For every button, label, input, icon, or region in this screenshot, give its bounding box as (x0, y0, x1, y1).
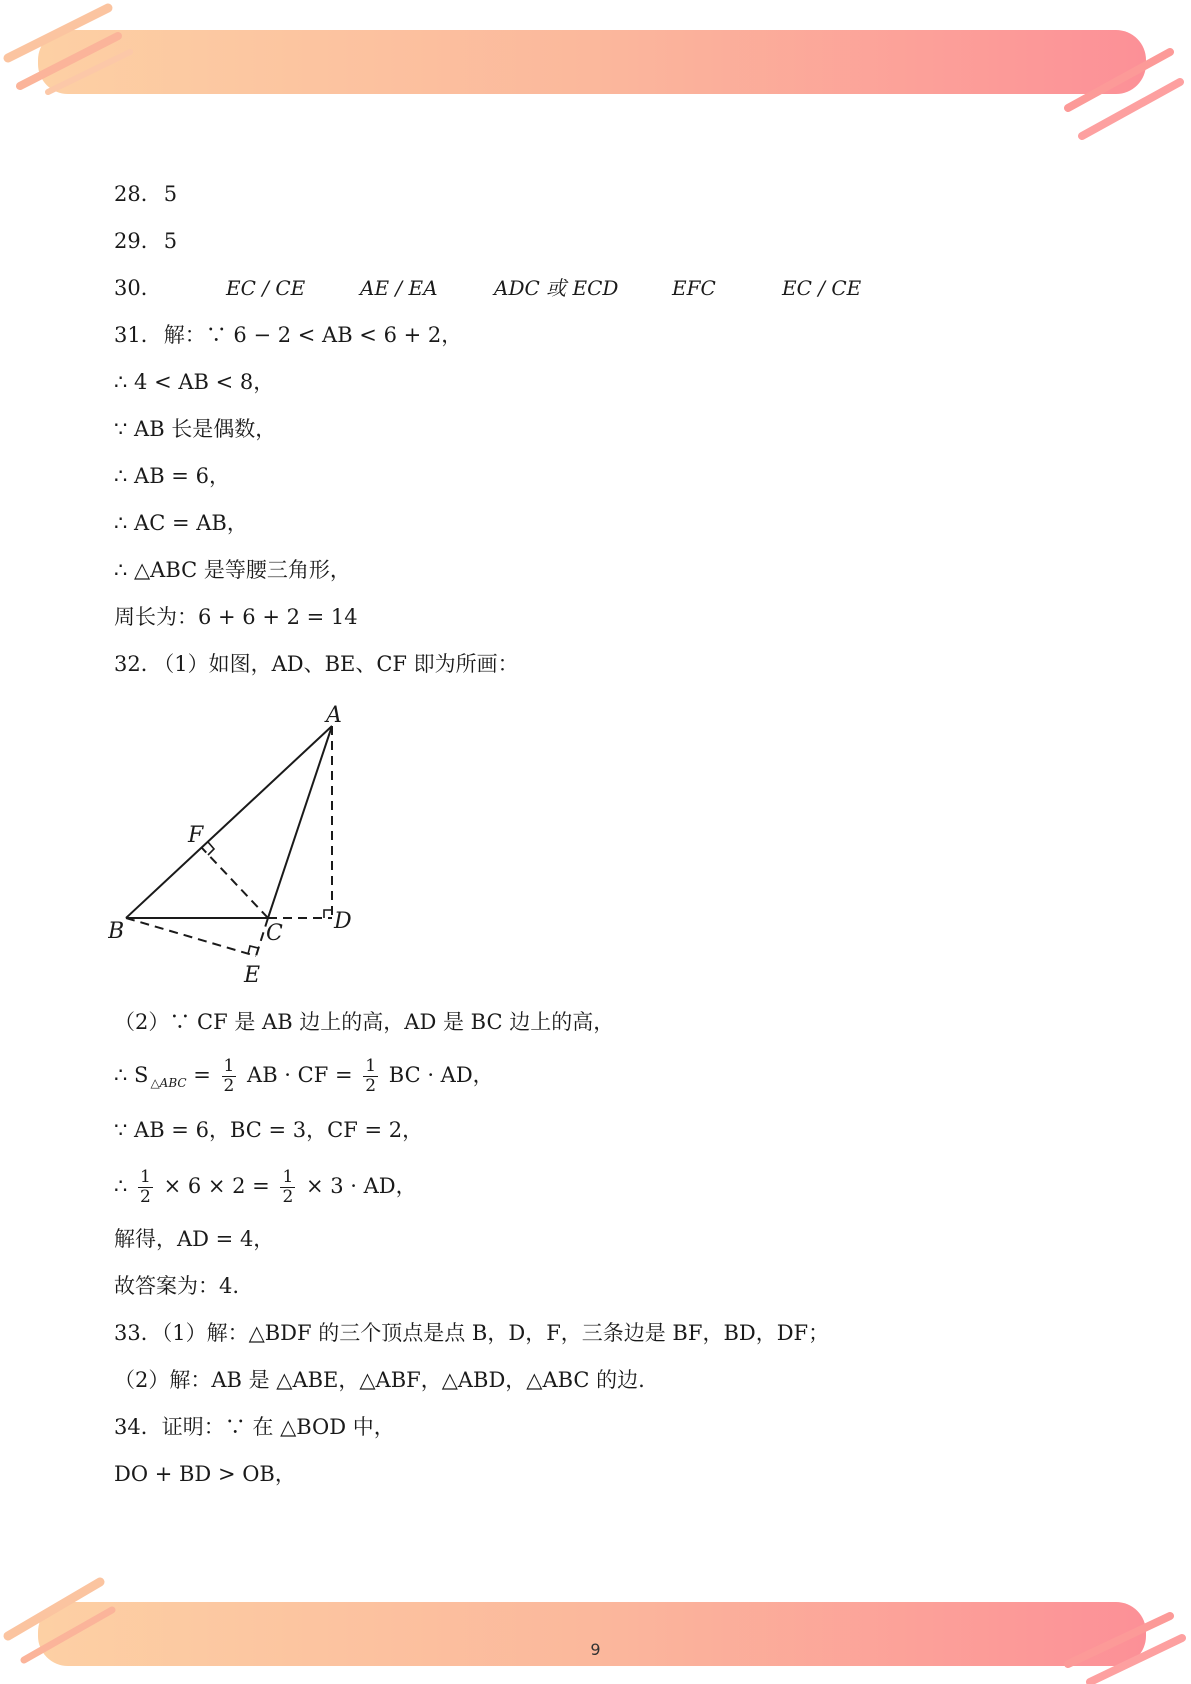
answer-34-line-1: 34．证明：∵ 在 △BOD 中， (114, 1415, 395, 1439)
altitude-be (126, 918, 256, 956)
answer-32-part-2-line-2: ∴ S $_{\triangle ABC}$ = $\frac{1}{2}$ AB · CF = $\frac{1}{2}$ BC · AD， (114, 1056, 494, 1096)
label-f: F (188, 823, 204, 848)
answer-32-part-2-line-4: ∴ $\frac{1}{2}$ × 6 × 2 = $\frac{1}{2}$ × 3 · AD， (114, 1167, 417, 1207)
answer-34-line-2: DO + BD > OB， (114, 1462, 296, 1486)
answer-33-line-2: （2）解：AB 是 △ABE，△ABF，△ABD，△ABC 的边. (114, 1368, 645, 1392)
answer-31-line-7: 周长为：6 + 6 + 2 = 14 (114, 605, 358, 629)
right-angle-mark-d (324, 910, 332, 918)
page-number: 9 (590, 1640, 601, 1659)
label-d: D (334, 909, 352, 934)
answer-32-part-2-line-6: 故答案为：4. (114, 1274, 240, 1298)
answer-30-blank-2: AE / EA (360, 276, 438, 300)
answer-30-blank-4: EFC (672, 276, 716, 300)
answer-32-part-2-line-3: ∵ AB = 6，BC = 3，CF = 2， (114, 1118, 424, 1142)
answer-31-line-4: ∴ AB = 6， (114, 464, 230, 488)
right-angle-mark-f (208, 842, 214, 855)
label-c: C (266, 921, 283, 946)
fraction-one-half: $\frac{1}{2}$ (223, 1056, 235, 1096)
answer-30-blank-3: ADC 或 ECD (494, 276, 619, 300)
answer-29: 29．5 (114, 229, 178, 253)
fraction-one-half: $\frac{1}{2}$ (140, 1167, 151, 1207)
answer-31-line-1: 31．解：∵ 6 − 2 < AB < 6 + 2， (114, 323, 463, 347)
answer-32-part-2-line-1: （2）∵ CF 是 AB 边上的高，AD 是 BC 边上的高， (114, 1010, 615, 1034)
answer-30-blank-1: EC / CE (226, 276, 306, 300)
label-b: B (108, 919, 125, 944)
triangle-figure (108, 700, 368, 990)
answer-32-part-2-line-5: 解得，AD = 4， (114, 1227, 275, 1251)
fraction-one-half: $\frac{1}{2}$ (365, 1056, 377, 1096)
altitude-cf (202, 848, 268, 918)
answer-31-line-2: ∴ 4 < AB < 8， (114, 370, 275, 394)
segment-ab (126, 726, 332, 918)
answer-33-line-1: 33．（1）解：△BDF 的三个顶点是点 B，D，F，三条边是 BF，BD，DF； (114, 1321, 830, 1345)
answer-31-line-3: ∵ AB 长是偶数， (114, 417, 277, 441)
answer-32-part-1: 32．（1）如图，AD、BE、CF 即为所画： (114, 652, 519, 676)
label-e: E (244, 963, 261, 988)
header-banner (38, 30, 1146, 94)
label-a: A (326, 703, 342, 728)
answer-31-line-6: ∴ △ABC 是等腰三角形， (114, 558, 351, 582)
answer-28: 28．5 (114, 182, 178, 206)
answer-31-line-5: ∴ AC = AB， (114, 511, 248, 535)
fraction-one-half: $\frac{1}{2}$ (282, 1167, 294, 1207)
answer-30-blank-5: EC / CE (782, 276, 862, 300)
